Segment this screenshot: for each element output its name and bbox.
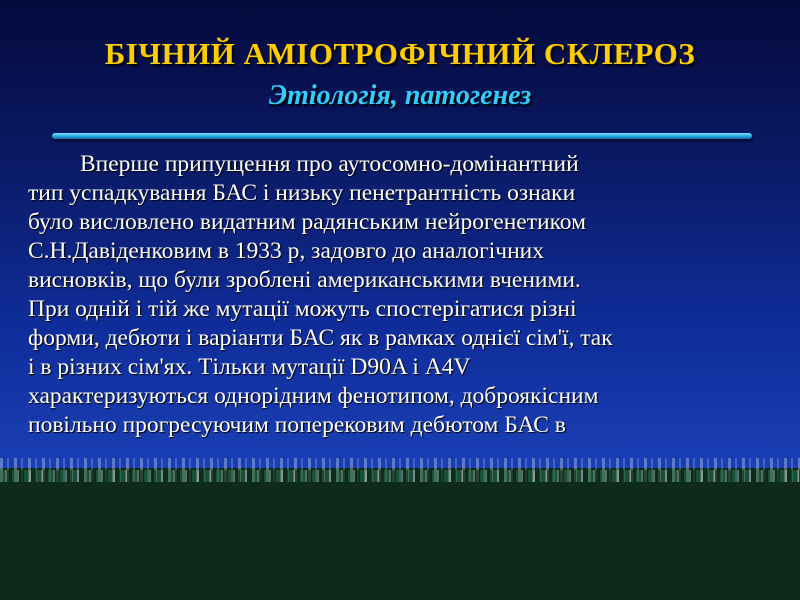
- body-line: форми, дебюти і варіанти БАС як в рамках однієї сім'ї, так: [28, 325, 613, 351]
- title-divider: [52, 133, 752, 139]
- body-line: характеризуються однорідним фенотипом, доброякісним: [28, 383, 599, 409]
- render-glitch-band-lower: [0, 470, 800, 482]
- body-line: Вперше припущення про аутосомно-домінантний: [80, 151, 579, 177]
- body-line: висновків, що були зроблені американськими вченими.: [28, 267, 581, 293]
- body-line: тип успадкування БАС і низьку пенетрантність ознаки: [28, 180, 576, 206]
- body-line: С.Н.Давіденковим в 1933 р, задовго до аналогічних: [28, 238, 544, 264]
- body-line: При одній і тій же мутації можуть спостерігатися різні: [28, 296, 577, 322]
- body-line: було висловлено видатним радянським нейрогенетиком: [28, 209, 586, 235]
- slide-body-text: [28, 150, 778, 456]
- slide-subtitle: Этіологія, патогенез: [268, 80, 532, 111]
- slide-title: БІЧНИЙ АМІОТРОФІЧНИЙ СКЛЕРОЗ: [104, 36, 696, 71]
- body-line: повільно прогресуючим поперековим дебютом БАС в: [28, 412, 566, 438]
- body-line: і в різних сім'ях. Тільки мутації D90A і A4V: [28, 354, 471, 380]
